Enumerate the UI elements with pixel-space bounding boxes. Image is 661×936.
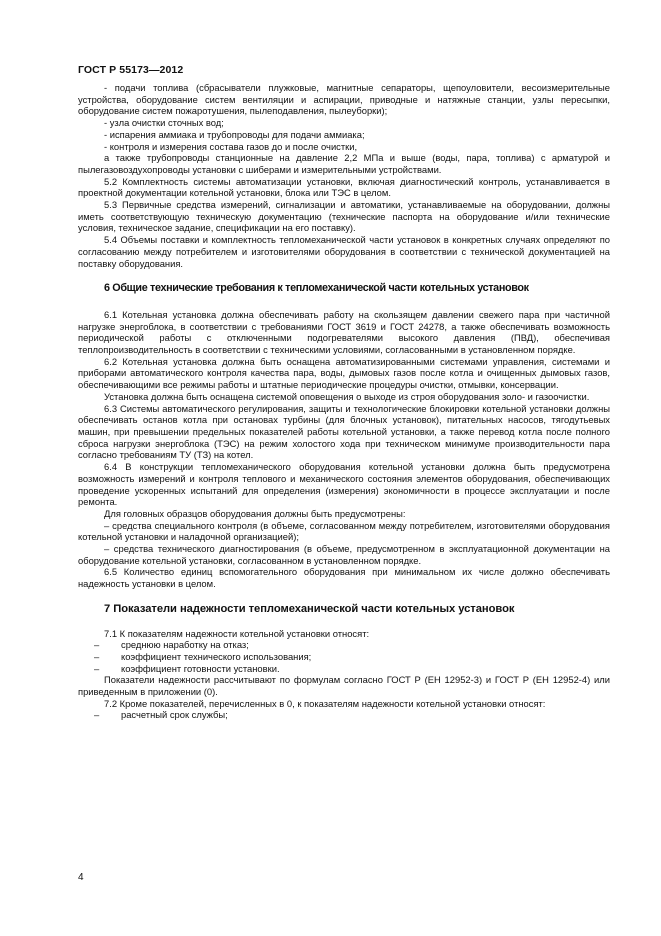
list-item [78,639,610,651]
list-item-text: коэффициент готовности установки. [121,662,280,674]
paragraph-7-1: 7.1 К показателям надежности котельной установки относят: [104,627,370,639]
paragraph-7-2: 7.2 Кроме показателей, перечисленных в 0, к показателям надежности котельной установки относят: [104,697,546,709]
document-code-header: ГОСТ Р 55173—2012 [78,64,184,76]
paragraph-6-5: 6.5 Количество единиц вспомогательного оборудования при минимальном их числе должно обеспечивать надежность установки в целом. [78,566,610,590]
list-dash-marker: – [94,709,100,721]
list-dash-marker: – [94,662,100,674]
paragraph-calculation: Показатели надежности рассчитывают по формулам согласно ГОСТ Р (ЕН 12952-3) и ГОСТ Р (ЕН 12952-4) или приведенным в приложении (0). [78,674,610,698]
list-item-wastewater: - узла очистки сточных вод; [104,117,224,129]
list-item [78,663,610,675]
paragraph-6-4: 6.4 В конструкции тепломеханического оборудования котельной установки должна быть предусмотрена возможность измерений и контроля теплового и механического состояния элементов оборудования, обеспечивающих проведение ускоренных испытаний для определения (измерения) экономичности в процессе эксплуатации и после ремонта. [78,461,610,508]
list-item-diagnostics: – средства технического диагностирования (в объеме, предусмотренном в эксплуатационной документации на оборудование котельной установки, согласованном в установленном порядке. [78,543,610,566]
list-item-fuel-supply: - подачи топлива (сбрасыватели плужковые, магнитные сепараторы, щепоуловители, весоизмерительные устройства, оборудование систем вентиляции и аспирации, приводные и натяжные станции, узлы пересыпки, оборудование систем пожаротушения, пылеподавления, пылеуборки); [78,82,610,117]
list-item [78,709,610,721]
paragraph-5-2: 5.2 Комплектность системы автоматизации установки, включая диагностический контроль, устанавливается в проектной документации котельной установки, блока или ТЭС в целом. [78,175,610,199]
paragraph-5-4: 5.4 Объемы поставки и комплектность тепломеханической части установок в конкретных случаях определяют по согласованию между потребителем и изготовителями оборудования в соответствии с технической документацией на поставку оборудования. [78,234,610,269]
list-dash-marker: – [94,639,100,651]
document-body [78,82,610,721]
section-7-heading: 7 Показатели надежности тепломеханической части котельных установок [104,602,515,615]
section-6-heading: 6 Общие технические требования к тепломеханической части котельных установок [104,282,529,295]
paragraph-5-3: 5.3 Первичные средства измерений, сигнализации и автоматики, устанавливаемые на оборудовании, должны иметь соответствующую техническую документацию (технические паспорта на оборудование и/или технические условия, техническое задание, спецификации на его поставку). [78,199,610,234]
list-item-text: среднюю наработку на отказ; [121,639,249,651]
paragraph-head-samples: Для головных образцов оборудования должны быть предусмотрены: [104,507,406,519]
list-item-text: коэффициент технического использования; [121,650,312,662]
paragraph-6-2-notification: Установка должна быть оснащена системой оповещения о выходе из строя оборудования золо- и газоочистки. [104,390,590,402]
paragraph-pipelines: а также трубопроводы станционные на давление 2,2 МПа и выше (воды, пара, топлива) с арматурой и пылегазовоздухопроводы установки с шиберами и измерительными устройствами. [78,152,610,175]
list-item-ammonia: - испарения аммиака и трубопроводы для подачи аммиака; [104,128,365,140]
list-item [78,651,610,663]
page-number: 4 [78,872,84,883]
list-item-text: расчетный срок службы; [121,709,228,721]
paragraph-6-3: 6.3 Системы автоматического регулирования, защиты и технологические блокировки котельной установки должны обеспечивать останов котла при остановах турбины (для блочных установок), питательных насосов, тягодутьевых машин, при превышении предельных показателей работы котельной установки, а также перевод котла после полного сброса нагрузки энергоблока (ТЭС) на режим холостого хода при техническом минимуме производительности пара согласно требованиям ТУ (ТЗ) на котел. [78,402,610,461]
paragraph-6-1: 6.1 Котельная установка должна обеспечивать работу на скользящем давлении свежего пара при частичной нагрузке энергоблока, в соответствии с требованиями ГОСТ 3619 и ГОСТ 24278, а также обеспечивать возможность периодической работы с отключенными подогревателями высокого давления (ПВД), обеспечивая теплопроизводительность в соответствии с техническими условиями, согласованными в установленном порядке. [78,308,610,356]
list-item-special-control: – средства специального контроля (в объеме, согласованном между потребителем, изготовителями оборудования котельной установки и наладочной организацией); [78,519,610,543]
list-item-gas-control: - контроля и измерения состава газов до и после очистки, [104,140,358,152]
list-dash-marker: – [94,650,100,662]
paragraph-6-2: 6.2 Котельная установка должна быть оснащена автоматизированными системами управления, системами и приборами автоматического контроля качества пара, воды, дымовых газов после котла и очищенных дымовых газов, обеспечивающими все режимы работы и штатные периодические процедуры очистки, отмывки, консервации. [78,355,610,391]
